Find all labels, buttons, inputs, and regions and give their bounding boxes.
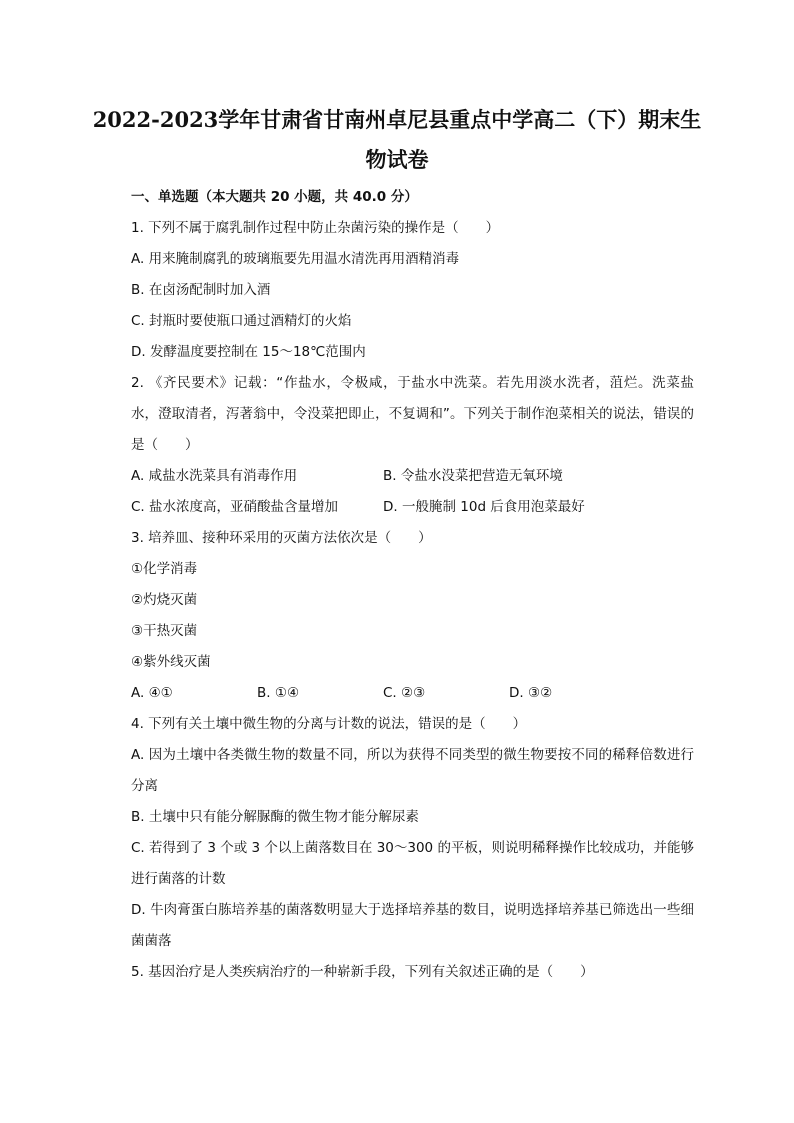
list-item: ①化学消毒 <box>131 561 198 577</box>
question-stem: 5. 基因治疗是人类疾病治疗的一种崭新手段，下列有关叙述正确的是（ ） <box>131 964 594 980</box>
option-a: A. 咸盐水洗菜具有消毒作用 <box>131 468 298 484</box>
option-c: C. 盐水浓度高，亚硝酸盐含量增加 <box>131 499 339 515</box>
option-a: A. 因为土壤中各类微生物的数量不同，所以为获得不同类型的微生物要按不同的稀释倍数进行分离 <box>131 747 694 794</box>
question-4 <box>131 709 694 957</box>
option-b: B. 在卤汤配制时加入酒 <box>131 282 271 298</box>
exam-content <box>131 182 694 988</box>
question-stem: 4. 下列有关土壤中微生物的分离与计数的说法，错误的是（ ） <box>131 716 527 732</box>
option-d: D. 一般腌制 10d 后食用泡菜最好 <box>383 499 585 515</box>
option-c: C. ②③ <box>383 685 426 701</box>
option-row <box>131 492 694 523</box>
option-c: C. 封瓶时要使瓶口通过酒精灯的火焰 <box>131 313 352 329</box>
question-stem: 3. 培养皿、接种环采用的灭菌方法依次是（ ） <box>131 530 432 546</box>
list-item: ④紫外线灭菌 <box>131 654 211 670</box>
exam-title: 2022-2023学年甘肃省甘南州卓尼县重点中学高二（下）期末生物试卷 <box>92 107 702 172</box>
option-b: B. ①④ <box>257 685 300 701</box>
option-d: D. ③② <box>509 685 553 701</box>
section-header: 一、单选题（本大题共 20 小题，共 40.0 分） <box>131 189 418 205</box>
question-5 <box>131 957 694 988</box>
option-c: C. 若得到了 3 个或 3 个以上菌落数目在 30～300 的平板，则说明稀释操作比较成功，并能够进行菌落的计数 <box>131 840 694 887</box>
option-b: B. 令盐水没菜把营造无氧环境 <box>383 468 563 484</box>
option-a: A. 用来腌制腐乳的玻璃瓶要先用温水清洗再用酒精消毒 <box>131 251 460 267</box>
question-3 <box>131 523 694 709</box>
option-d: D. 牛肉膏蛋白胨培养基的菌落数明显大于选择培养基的数目，说明选择培养基已筛选出一些细菌菌落 <box>131 902 694 949</box>
option-d: D. 发酵温度要控制在 15～18℃范围内 <box>131 344 366 360</box>
list-item: ③干热灭菌 <box>131 623 198 639</box>
question-2 <box>131 368 694 523</box>
option-row <box>131 678 694 709</box>
option-a: A. ④① <box>131 685 173 701</box>
question-1 <box>131 213 694 368</box>
list-item: ②灼烧灭菌 <box>131 592 198 608</box>
option-row <box>131 461 694 492</box>
option-b: B. 土壤中只有能分解脲酶的微生物才能分解尿素 <box>131 809 419 825</box>
question-stem: 2. 《齐民要术》记载：“作盐水，令极咸，于盐水中洗菜。若先用淡水洗者，菹烂。洗菜盐水，澄取清者，泻著翁中，令没菜把即止，不复调和”。下列关于制作泡菜相关的说法，错误的是（ ） <box>131 375 694 453</box>
question-stem: 1. 下列不属于腐乳制作过程中防止杂菌污染的操作是（ ） <box>131 220 500 236</box>
